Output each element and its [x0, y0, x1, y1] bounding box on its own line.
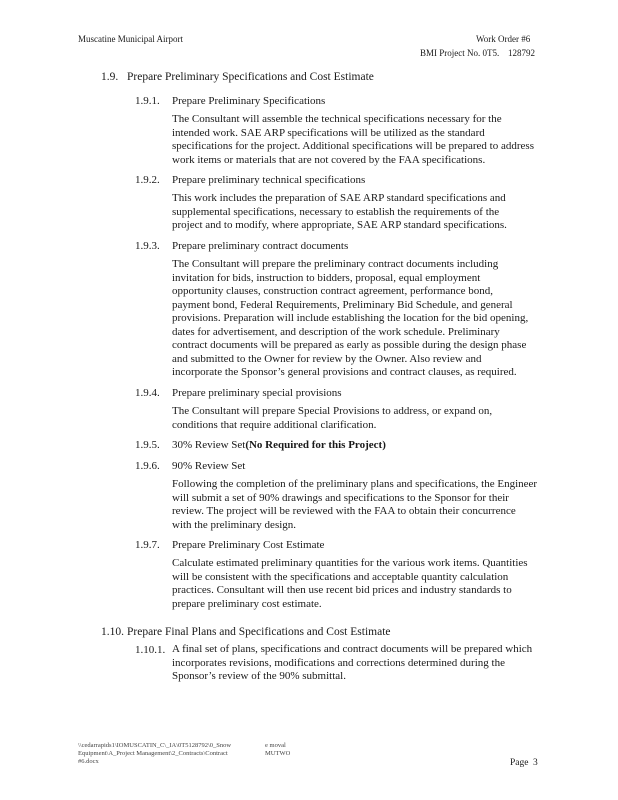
header-project-label: BMI Project No. 0T5. [420, 48, 500, 58]
section-title: Prepare Preliminary Specifications and Cost Estimate [127, 71, 374, 83]
body-line: incorporates revisions, modifications and corrections determined during the [172, 656, 505, 669]
section-1-9-6-body [172, 478, 555, 532]
section-1-9-7-heading [135, 538, 324, 552]
section-1-9-2-body [172, 192, 555, 233]
section-title: Prepare preliminary technical specifications [172, 174, 366, 186]
body-line: practices. Consultant will then use recent bid prices and industry standards to [172, 584, 512, 596]
section-1-10-heading [101, 625, 391, 639]
section-number: 1.10. [101, 626, 124, 638]
section-title: Prepare preliminary contract documents [172, 240, 349, 252]
section-number: 1.9.5. [135, 439, 160, 451]
section-number: 1.9.1. [135, 95, 160, 107]
body-line: The Consultant will prepare the preliminary contract documents including [172, 258, 499, 270]
section-1-10-1-body [172, 643, 555, 684]
section-number: 1.9. [101, 71, 119, 83]
section-1-9-2-heading [135, 173, 365, 187]
section-number: 1.10.1. [135, 644, 166, 656]
body-line: and submitted to the Owner for review by the Owner. Also review and [172, 352, 482, 365]
section-title: 90% Review Set [172, 460, 246, 472]
body-line: Calculate estimated preliminary quantities for the various work items. Quantities [172, 557, 528, 569]
footer-path-line: #6.docx [78, 758, 99, 765]
section-title: Prepare preliminary special provisions [172, 387, 342, 399]
body-line: This work includes the preparation of SAE ARP standard specifications and [172, 192, 506, 204]
body-line: payment bond, Federal Requirements, Preliminary Bid Schedule, and general [172, 298, 513, 311]
section-number: 1.9.6. [135, 460, 160, 472]
section-number: 1.9.3. [135, 240, 160, 252]
body-line: Following the completion of the preliminary plans and specifications, the Engineer [172, 478, 538, 490]
section-title: Prepare Preliminary Specifications [172, 95, 326, 107]
body-line: A final set of plans, specifications and contract documents will be prepared which [172, 643, 533, 655]
section-1-9-7-body [172, 557, 555, 611]
body-line: specifications for the project. Additional specifications will be prepared to address [172, 140, 534, 152]
section-1-9-5-heading [135, 438, 386, 452]
section-number: 1.9.7. [135, 539, 160, 551]
body-line: The Consultant will assemble the technical specifications necessary for the [172, 113, 502, 125]
section-1-9-6-heading [135, 459, 245, 473]
section-1-9-1-body [172, 113, 555, 167]
section-title: Prepare Preliminary Cost Estimate [172, 539, 325, 551]
section-1-9-heading [101, 70, 374, 84]
body-line: conditions that require additional clarification. [172, 418, 377, 431]
body-line: provisions. Preparation will include establishing the location for the bid opening, [172, 312, 529, 324]
body-line: supplemental specifications, necessary to establish the requirements of the [172, 205, 500, 218]
section-1-9-3-body [172, 258, 555, 380]
body-line: opportunity clauses, construction contract agreement, performance bond, [172, 285, 494, 297]
header-project-number: 128792 [508, 48, 535, 58]
body-line: contract documents will be prepared as early as possible during the design phase [172, 339, 527, 351]
body-line: dates for advertisement, and description of the work schedule. Preliminary [172, 325, 500, 338]
body-line: incorporate the Sponsor’s general provisions and contract clauses, as required. [172, 366, 517, 378]
footer-fragment-line: e moval [265, 742, 286, 749]
body-line: review. The project will be reviewed with the FAA to obtain their concurrence [172, 505, 516, 517]
section-1-10-1-number [135, 643, 172, 657]
footer-path-line: \\cedarrapids1\IOMUSCATIN_C\_IA\0T5128792\0_Snow [78, 742, 232, 749]
section-1-9-4-heading [135, 386, 342, 400]
body-line: invitation for bids, instruction to bidders, proposal, equal employment [172, 271, 481, 284]
section-title: Prepare Final Plans and Specifications and Cost Estimate [127, 626, 391, 638]
section-1-9-4-body [172, 405, 555, 432]
header-work-order: Work Order #6 [476, 34, 531, 44]
page-number: 3 [533, 758, 538, 768]
section-1-9-1-heading [135, 94, 325, 108]
section-1-9-3-heading [135, 239, 348, 253]
body-line: will submit a set of 90% drawings and specifications to the Sponsor for their [172, 491, 509, 504]
section-note: (No Required for this Project) [245, 439, 386, 451]
section-title: 30% Review Set [172, 439, 246, 451]
body-line: work items or materials that are not covered by the FAA specifications. [172, 153, 486, 166]
footer-fragment-line: MUTWO [265, 750, 291, 757]
footer-path-line: Equipment\A_Project Management\2_Contracts\Contract [78, 750, 228, 757]
section-number: 1.9.4. [135, 387, 160, 399]
body-line: project and to modify, where appropriate, SAE ARP standard specifications. [172, 219, 507, 231]
body-line: with the preliminary design. [172, 518, 297, 531]
body-line: will be consistent with the specifications and acceptable quantity calculation [172, 570, 509, 583]
footer-fragments [265, 742, 290, 758]
section-number: 1.9.2. [135, 174, 160, 186]
body-line: Sponsor’s review of the 90% submittal. [172, 670, 346, 682]
body-line: The Consultant will prepare Special Provisions to address, or expand on, [172, 405, 493, 417]
header-org: Muscatine Municipal Airport [78, 34, 183, 44]
footer-file-path [78, 742, 231, 766]
body-line: prepare preliminary cost estimate. [172, 597, 322, 610]
body-line: intended work. SAE ARP specifications will be utilized as the standard [172, 126, 485, 139]
page-label: Page [510, 758, 529, 768]
